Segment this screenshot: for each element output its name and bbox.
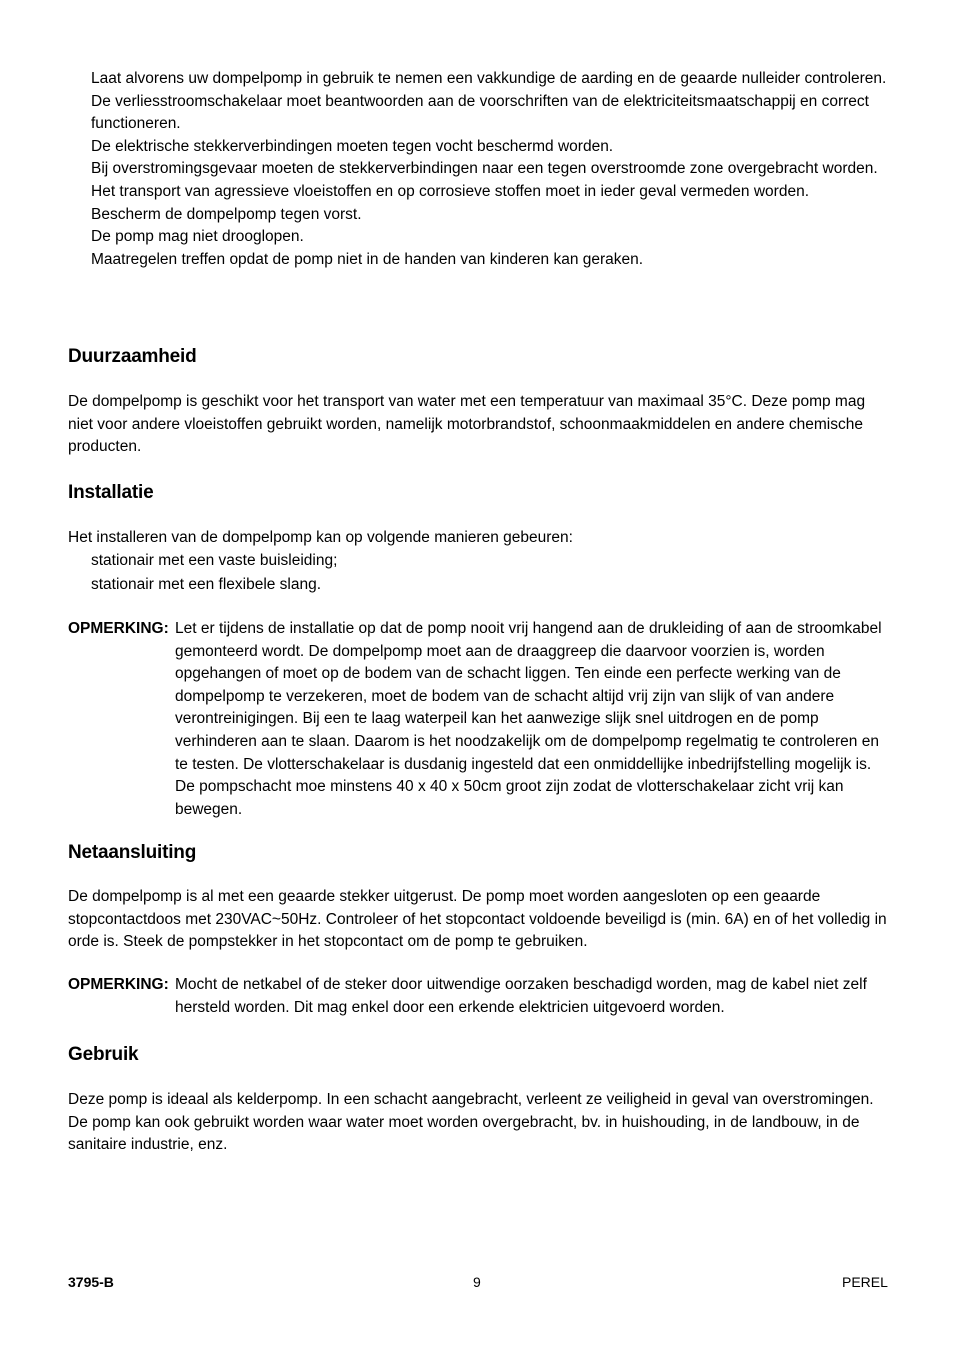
installatie-option: stationair met een vaste buisleiding; bbox=[91, 552, 338, 569]
note-label: OPMERKING: bbox=[68, 976, 169, 993]
heading-duurzaamheid: Duurzaamheid bbox=[68, 346, 197, 367]
safety-item: Het transport van agressieve vloeistoffen en op corrosieve stoffen moet in ieder geval vermeden worden. bbox=[91, 182, 809, 200]
footer-page-number: 9 bbox=[473, 1274, 481, 1290]
duurzaamheid-text: De dompelpomp is geschikt voor het transport van water met een temperatuur van maximaal 35°C. Deze pomp mag niet voor andere vloeistoffen gebruikt worden, namelijk motorbrandstof, schoonmaakmiddelen en andere chemische producten. bbox=[68, 393, 866, 456]
heading-gebruik: Gebruik bbox=[68, 1044, 139, 1065]
safety-item: Bescherm de dompelpomp tegen vorst. bbox=[91, 205, 362, 223]
safety-item: Bij overstromingsgevaar moeten de stekkerverbindingen naar een tegen overstroomde zone overgebracht worden. bbox=[91, 160, 878, 178]
note-label: OPMERKING: bbox=[68, 620, 169, 637]
safety-list bbox=[91, 68, 891, 271]
heading-netaansluiting: Netaansluiting bbox=[68, 842, 197, 863]
note-text: Mocht de netkabel of de steker door uitwendige oorzaken beschadigd worden, mag de kabel niet zelf hersteld worden. Dit mag enkel door een erkende elektricien uitgevoerd worden. bbox=[175, 976, 867, 1016]
gebruik-text: Deze pomp is ideaal als kelderpomp. In een schacht aangebracht, verleent ze veiligheid in geval van overstromingen. De pomp kan ook gebruikt worden waar water moet worden overgebracht, bv. in huishouding, in de landbouw, in de sanitaire industrie, enz. bbox=[68, 1091, 874, 1154]
installatie-option: stationair met een flexibele slang. bbox=[91, 576, 322, 593]
safety-item: Maatregelen treffen opdat de pomp niet in de handen van kinderen kan geraken. bbox=[91, 250, 644, 268]
footer-model: 3795-B bbox=[68, 1274, 114, 1290]
netaansluiting-text: De dompelpomp is al met een geaarde stekker uitgerust. De pomp moet worden aangesloten op een geaarde stopcontactdoos met 230VAC~50Hz. Controleer of het stopcontact voldoende beveiligd is (min. 6A) en of het volledig in orde is. Steek de pompstekker in het stopcontact om de pomp te gebruiken. bbox=[68, 888, 887, 951]
safety-item: Laat alvorens uw dompelpomp in gebruik te nemen een vakkundige de aarding en de geaarde nulleider controleren. bbox=[91, 70, 887, 87]
installatie-intro: Het installeren van de dompelpomp kan op volgende manieren gebeuren: bbox=[68, 529, 573, 546]
note-text: Let er tijdens de installatie op dat de pomp nooit vrij hangend aan de drukleiding of aan de stroomkabel gemonteerd wordt. De dompelpomp moet aan de draaggreep die daarvoor voorzien is, worden opgehangen of moet op de bodem van de schacht liggen. Ten einde een perfecte werking van de dompelpomp te verzekeren, moet de bodem van de schacht altijd vrij zijn van slijk of van andere verontreinigingen. Bij een te laag waterpeil kan het aanwezige slijk snel uitdrogen en de pomp verhinderen aan te slaan. Daarom is het noodzakelijk om de dompelpomp regelmatig te controleren en te testen. De vlotterschakelaar is dusdanig ingesteld dat een onmiddellijke inbedrijfstelling mogelijk is. De pompschacht moe minstens 40 x 40 x 50cm groot zijn zodat de vlotterschakelaar zicht vrij kan bewegen. bbox=[175, 620, 882, 818]
safety-item: De elektrische stekkerverbindingen moeten tegen vocht beschermd worden. bbox=[91, 137, 614, 155]
safety-item: De verliesstroomschakelaar moet beantwoorden aan de voorschriften van de elektriciteitsmaatschappij en correct functioneren. bbox=[91, 92, 869, 133]
heading-installatie: Installatie bbox=[68, 482, 154, 503]
safety-item: De pomp mag niet drooglopen. bbox=[91, 228, 304, 246]
footer-brand: PEREL bbox=[842, 1274, 888, 1290]
